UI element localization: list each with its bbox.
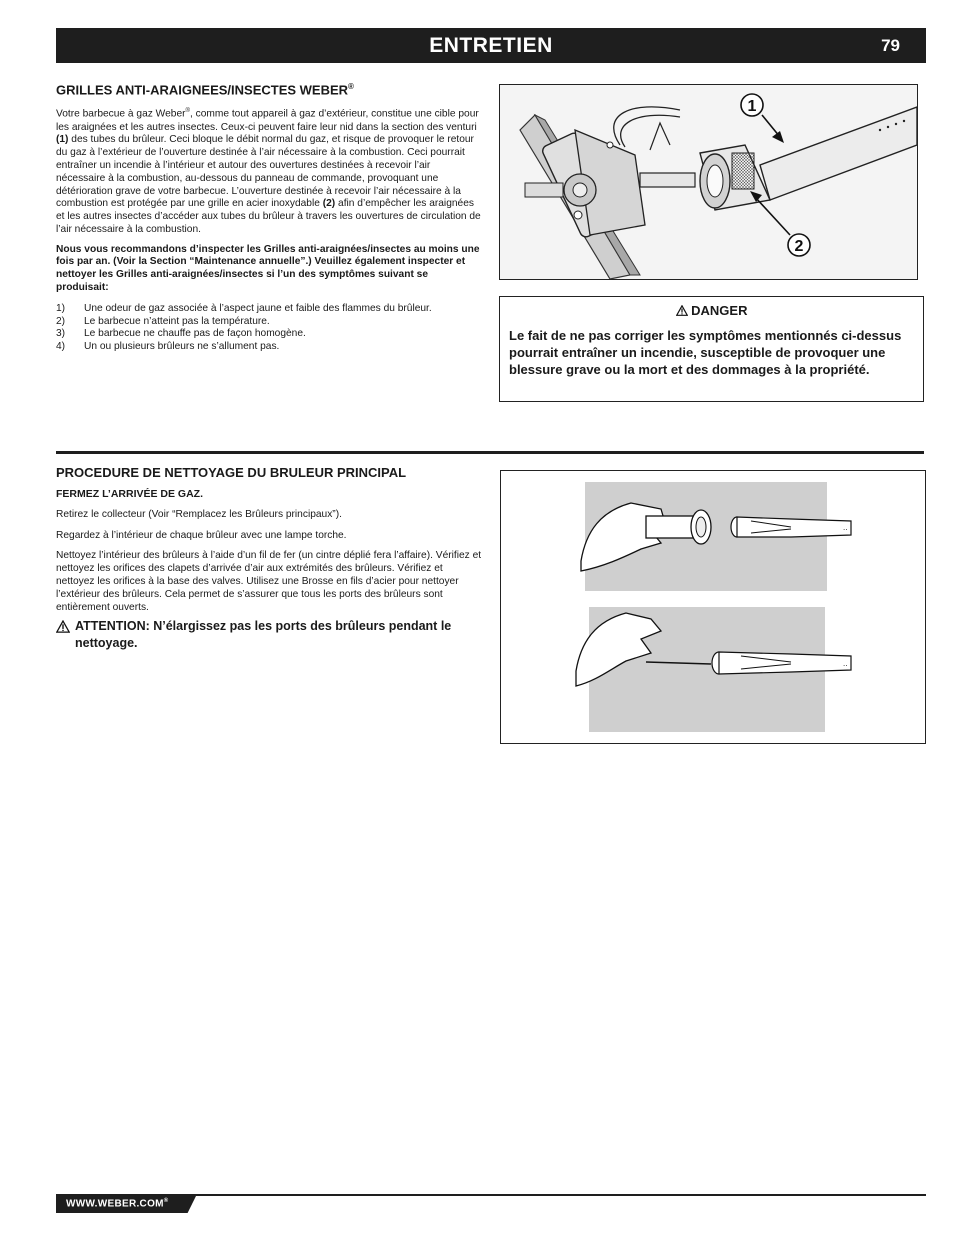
callout-2: 2	[794, 238, 804, 255]
section-spider-guards	[56, 82, 482, 354]
list-item-number: 4)	[56, 341, 66, 353]
page-number: 79	[881, 36, 900, 55]
list-item-text: Le barbecue ne chauffe pas de façon homogène.	[84, 328, 306, 340]
list-item-number: 3)	[56, 328, 66, 340]
attention-text: ATTENTION: N’élargissez pas les ports des brûleurs pendant le nettoyage.	[75, 619, 452, 650]
step-inspect-burner: Regardez à l’intérieur de chaque brûleur avec une lampe torche.	[56, 529, 347, 541]
spider-guard-illustration	[499, 84, 918, 280]
step-remove-manifold: Retirez le collecteur (Voir “Remplacez les Brûleurs principaux”).	[56, 508, 342, 520]
svg-text:..: ..	[843, 523, 848, 532]
danger-heading: DANGER	[509, 303, 914, 318]
svg-text:..: ..	[843, 659, 848, 668]
footer-website-link[interactable]: WWW.WEBER.COM®	[66, 1198, 169, 1210]
warning-triangle-icon	[676, 305, 688, 316]
page-title: ENTRETIEN	[429, 34, 553, 57]
section-title-burner-cleaning: PROCEDURE DE NETTOYAGE DU BRULEUR PRINCIPAL	[56, 465, 407, 480]
attention-notice	[56, 618, 482, 651]
list-item-number: 1)	[56, 302, 66, 314]
burner-cleaning-illustration	[500, 470, 926, 744]
list-item	[56, 341, 482, 354]
list-item-text: Le barbecue n’atteint pas la température.	[84, 315, 270, 327]
list-item	[56, 303, 482, 316]
step-clean-burner: Nettoyez l’intérieur des brûleurs à l’aide d’un fil de fer (un cintre déplié fera l’affaire). Vérifiez et nettoyez les orifices des clapets d’arrivée d’air aux extrémités des brûleurs. Vérifiez et nettoyez les orifices à la base des valves. Utilisez une Brosse en fils d’acier pour nettoyer l’extérieur des brûleurs. Cela permet de s’assurer que tous les ports des brûleurs sont entièrement ouverts.	[56, 550, 482, 613]
list-item-text: Un ou plusieurs brûleurs ne s’allument pas.	[84, 341, 280, 353]
intro-paragraph: Votre barbecue à gaz Weber®, comme tout appareil à gaz d’extérieur, constitue une cible pour les araignées et les autres insectes. Ceux-ci peuvent faire leur nid dans la section des venturi (1) des tubes du brûleur. Ceci bloque le débit normal du gaz, et risque de provoquer le retour du gaz à l’extérieur de l’ouverture destinée à l’air nécessaire à la combustion. Ceci pourrait entraîner un incendie à l’intérieur et autour des ouvertures destinées à recevoir l’air nécessaire à la combustion, au-dessous du panneau de commande, provoquant une détérioration grave de votre barbecue. L’ouverture destinée à recevoir l’air nécessaire à la combustion est protégée par une grille en acier inoxydable (2) afin d’empêcher les araignées et les autres insectes d’accéder aux tubes du brûleur à travers les ouvertures de circulation de l’air nécessaire à la combustion.	[56, 108, 481, 235]
section-burner-cleaning	[56, 465, 482, 651]
burner-cleaning-drawing	[501, 471, 925, 743]
burner-venturi-drawing	[500, 85, 917, 279]
list-item	[56, 316, 482, 329]
symptom-list	[56, 303, 482, 354]
danger-notice	[499, 296, 924, 402]
page-header	[56, 28, 926, 63]
gas-off-instruction: FERMEZ L’ARRIVÉE DE GAZ.	[56, 488, 204, 500]
list-item	[56, 328, 482, 341]
section-title-spider-guards: GRILLES ANTI-ARAIGNEES/INSECTES WEBER®	[56, 82, 354, 98]
list-item-text: Une odeur de gaz associée à l’aspect jaune et faible des flammes du brûleur.	[84, 302, 432, 314]
footer-rule	[56, 1194, 926, 1196]
danger-text: Le fait de ne pas corriger les symptômes mentionnés ci-dessus pourrait entraîner un incendie, susceptible de provoquer une blessure grave ou la mort et des dommages à la propriété.	[509, 328, 902, 377]
section-divider	[56, 451, 924, 454]
warning-triangle-icon	[56, 620, 70, 633]
callout-1: 1	[747, 98, 757, 115]
recommendation-paragraph: Nous vous recommandons d’inspecter les Grilles anti-araignées/insectes au moins une fois par an. (Voir la Section “Maintenance annuelle”.) Veuillez également inspecter et nettoyer les Grilles anti-araignées/insectes si l’un des symptômes suivant se produisait:	[56, 243, 480, 294]
list-item-number: 2)	[56, 315, 66, 327]
